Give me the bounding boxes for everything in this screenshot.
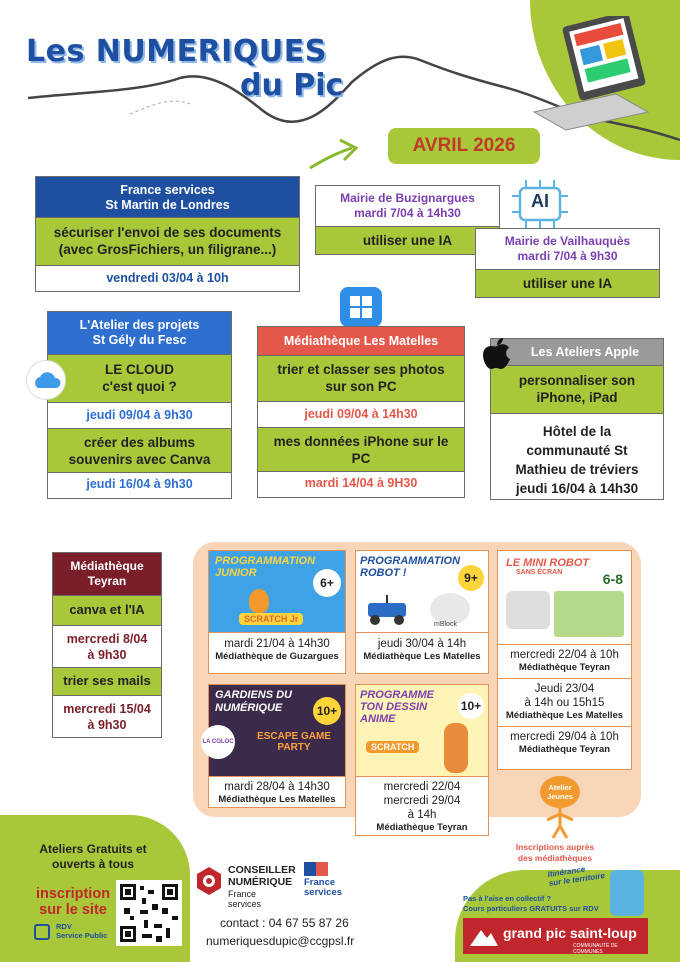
phone-person-icon [610, 870, 644, 916]
age-badge: 10+ [313, 697, 341, 725]
card-venue: L'Atelier des projets St Gély du Fesc [48, 312, 231, 354]
card-topic: utiliser une IA [316, 226, 499, 254]
card-date: mercredi 8/04 à 9h30 [53, 625, 161, 667]
month-badge: AVRIL 2026 [388, 128, 540, 164]
card-venue: Les Ateliers Apple [491, 339, 663, 365]
mini-robot-icon [506, 591, 550, 629]
workshop-gardiens: GARDIENS DU NUMÉRIQUE 10+ ESCAPE GAME PARTY LA COLOC mardi 28/04 à 14h30 Médiathèque Les Matelles [208, 684, 346, 808]
france-services-small: France services [228, 889, 262, 909]
conseiller-logo-icon [196, 866, 222, 896]
card-place: Hôtel de la communauté St Mathieu de tréviers jeudi 16/04 à 14h30 [491, 413, 663, 499]
dessin-thumbnail: PROGRAMME TON DESSIN ANIME 10+ SCRATCH [356, 685, 488, 777]
card-date: jeudi 09/04 à 14h30 [258, 401, 464, 427]
workshop-dessin-anime: PROGRAMME TON DESSIN ANIME 10+ SCRATCH mercredi 22/04 mercredi 29/04 à 14h Médiathèque Teyran [355, 684, 489, 836]
card-date: jeudi 09/04 à 9h30 [48, 402, 231, 428]
contact-email[interactable]: numeriquesdupic@ccgpsl.fr [206, 934, 355, 948]
age-badge: 9+ [458, 565, 484, 591]
robot-car-icon [362, 593, 412, 627]
age-badge: 6-8 [602, 571, 623, 587]
card-topic: utiliser une IA [476, 269, 659, 297]
card-date: mercredi 15/04 à 9h30 [53, 695, 161, 737]
age-badge: 6+ [313, 569, 341, 597]
card-teyran [52, 552, 162, 738]
inscription-label: inscription sur le site [35, 886, 111, 918]
card-topic: LE CLOUD c'est quoi ? [48, 354, 231, 402]
workshop-mini-robot: LE MINI ROBOT SANS ÉCRAN 6-8 mercredi 22/04 à 10h Médiathèque Teyran Jeudi 23/04 à 14h ou 15h15 Médiathèque Les Matelles mercredi 29/04 à 10h Médiathèque Teyran [497, 550, 632, 770]
windows-icon [340, 287, 382, 327]
mascot-icon: Atelier Jeunes [535, 776, 585, 840]
card-topic: sécuriser l'envoi de ses documents (avec GrosFichiers, un filigrane...) [36, 217, 299, 265]
card-atelier-projets [47, 311, 232, 499]
inscription-note: Inscriptions auprès des médiathèques [515, 842, 595, 863]
card-buzignargues [315, 185, 500, 255]
calendar-icon [34, 924, 50, 940]
card-apple [490, 338, 664, 500]
card-date: mardi 14/04 à 9H30 [258, 471, 464, 496]
scratch-cat-icon [249, 589, 269, 613]
rdv-service-public-link[interactable]: RDV Service Public [34, 922, 114, 946]
robot-thumbnail: PROGRAMMATION ROBOT ! 9+ mBlock [356, 551, 488, 633]
card-topic: canva et l'IA [53, 595, 161, 625]
mini-robot-thumbnail: LE MINI ROBOT SANS ÉCRAN 6-8 [498, 551, 631, 645]
card-topic: trier et classer ses photos sur son PC [258, 355, 464, 401]
apple-icon [482, 336, 512, 372]
laptop-icon [530, 16, 650, 136]
card-venue: Mairie de Buzignargues mardi 7/04 à 14h30 [340, 191, 475, 220]
card-topic: mes données iPhone sur le PC [258, 427, 464, 471]
page-title-line1: Les NUMERIQUES [26, 34, 327, 69]
free-workshops-label: Ateliers Gratuits et ouverts à tous [39, 842, 147, 871]
scratch-junior-thumbnail: PROGRAMMATION JUNIOR 6+ SCRATCH Jr [209, 551, 345, 633]
grand-pic-brand: grand pic saint-loup COMMUNAUTÉ DE COMMUNES [463, 918, 648, 954]
itinerance-label: Itinérance sur le territoire [547, 864, 606, 888]
card-vailhauques [475, 228, 660, 298]
mountain-logo-icon [469, 924, 499, 948]
cartoon-character-icon [444, 723, 468, 773]
gardiens-thumbnail: GARDIENS DU NUMÉRIQUE 10+ ESCAPE GAME PARTY LA COLOC [209, 685, 345, 777]
workshop-scratch-junior: PROGRAMMATION JUNIOR 6+ SCRATCH Jr mardi 21/04 à 14h30 Médiathèque de Guzargues [208, 550, 346, 674]
cloud-icon [26, 360, 66, 400]
workshop-robot: PROGRAMMATION ROBOT ! 9+ mBlock jeudi 30/04 à 14h Médiathèque Les Matelles [355, 550, 489, 674]
card-matelles [257, 326, 465, 498]
card-venue: France services St Martin de Londres [36, 177, 299, 217]
card-topic: créer des albums souvenirs avec Canva [48, 428, 231, 472]
card-venue: Médiathèque Teyran [53, 553, 161, 595]
contact-phone: contact : 04 67 55 87 26 [220, 916, 349, 930]
card-venue: Médiathèque Les Matelles [258, 327, 464, 355]
page-title-line2: du Pic [240, 68, 344, 103]
board-icon [554, 591, 624, 637]
card-topic: personnaliser son iPhone, iPad [491, 365, 663, 413]
card-venue: Mairie de Vailhauquès mardi 7/04 à 9h30 [504, 234, 631, 263]
card-date: vendredi 03/04 à 10h [36, 265, 299, 291]
card-france-services [35, 176, 300, 292]
card-topic: trier ses mails [53, 667, 161, 695]
conseiller-label: CONSEILLER NUMÉRIQUE [228, 864, 296, 888]
ai-chip-icon: AI [510, 178, 570, 230]
qr-code[interactable] [116, 880, 182, 946]
card-date: jeudi 16/04 à 9h30 [48, 472, 231, 497]
private-lessons-note: Pas à l'aise en collectif ? Cours particuliers GRATUITS sur RDV [463, 894, 599, 913]
la-coloc-badge: LA COLOC [201, 725, 235, 759]
age-badge: 10+ [458, 693, 484, 719]
france-services-logo: France services [300, 862, 344, 908]
